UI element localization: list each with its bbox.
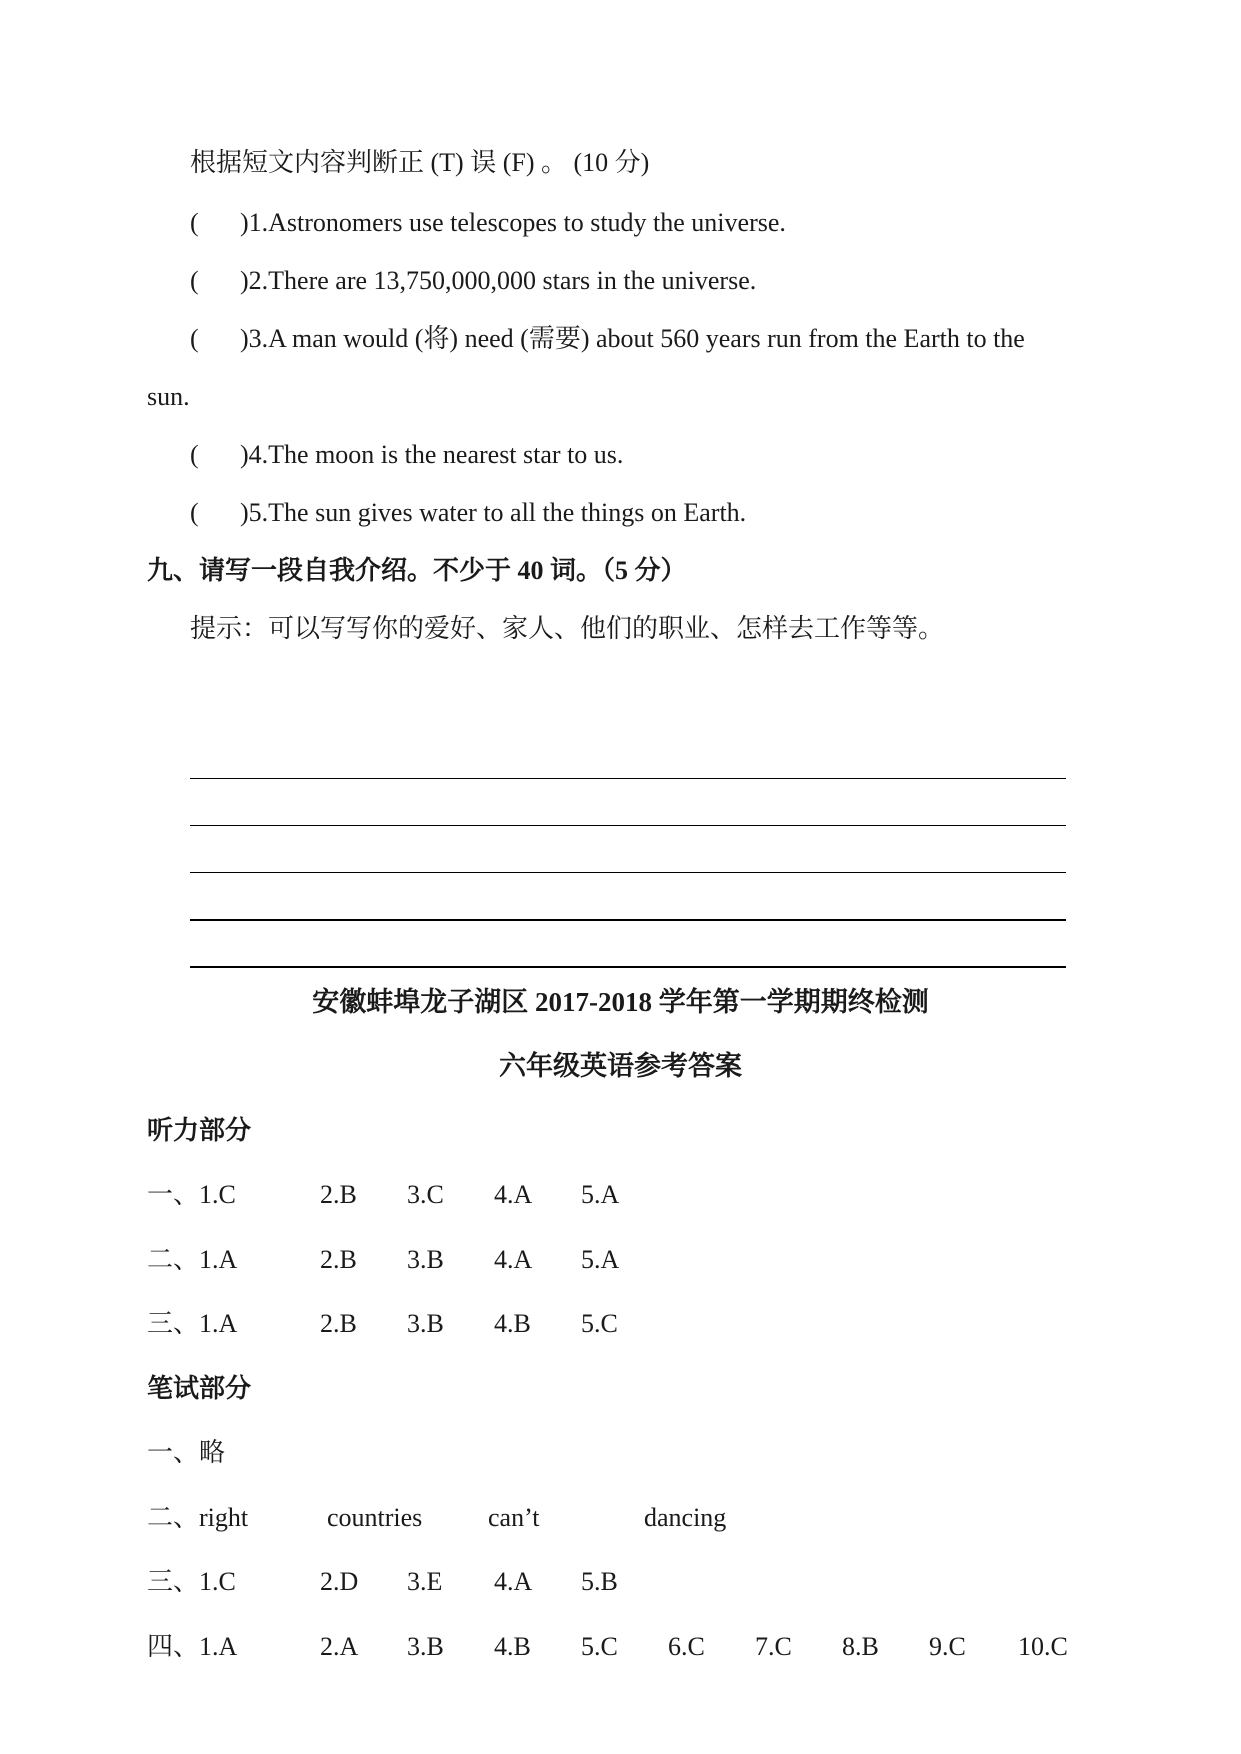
answer-cell: 2.B bbox=[320, 1309, 357, 1338]
answer-cell: 3.E bbox=[407, 1567, 443, 1596]
answer-cell: 4.A bbox=[494, 1245, 533, 1274]
answer-cell: 2.B bbox=[320, 1180, 357, 1209]
answer-cell: 2.D bbox=[320, 1567, 359, 1596]
tf-item-4: )4.The moon is the nearest star to us. bbox=[240, 440, 624, 469]
tf-item-1-paren: ( bbox=[190, 208, 199, 237]
answer-cell: 4.A bbox=[494, 1567, 533, 1596]
answer-cell: 10.C bbox=[1018, 1632, 1068, 1661]
answer-cell: 9.C bbox=[929, 1632, 966, 1661]
instruction-text: 根据短文内容判断正 (T) 误 (F) 。 (10 分) bbox=[190, 148, 650, 177]
tf-item-2: )2.There are 13,750,000,000 stars in the universe. bbox=[240, 266, 757, 295]
writing-row-1: 一、略 bbox=[147, 1438, 226, 1467]
answer-cell: 二、1.A bbox=[147, 1245, 238, 1274]
answer-cell: 3.B bbox=[407, 1309, 444, 1338]
answer-cell: 2.B bbox=[320, 1245, 357, 1274]
answer-cell: 三、1.A bbox=[147, 1309, 238, 1338]
answer-cell: dancing bbox=[644, 1503, 727, 1532]
answer-key-subtitle: 六年级英语参考答案 bbox=[499, 1051, 742, 1081]
tf-item-3-continued: sun. bbox=[147, 382, 190, 411]
answer-cell: 二、right bbox=[147, 1503, 249, 1532]
writing-line-1 bbox=[190, 778, 1066, 779]
tf-item-5: )5.The sun gives water to all the things on Earth. bbox=[240, 498, 747, 527]
answer-key-title: 安徽蚌埠龙子湖区 2017-2018 学年第一学期期终检测 bbox=[312, 987, 929, 1017]
writing-line-2 bbox=[190, 825, 1066, 826]
answer-cell: 6.C bbox=[668, 1632, 705, 1661]
answer-cell: 2.A bbox=[320, 1632, 359, 1661]
answer-cell: can’t bbox=[488, 1503, 540, 1532]
section-9-title: 九、请写一段自我介绍。不少于 40 词。（5 分） bbox=[147, 556, 687, 585]
writing-line-5 bbox=[190, 966, 1066, 968]
answer-cell: 4.A bbox=[494, 1180, 533, 1209]
answer-cell: 4.B bbox=[494, 1632, 531, 1661]
answer-cell: countries bbox=[327, 1503, 423, 1532]
writing-line-4 bbox=[190, 919, 1066, 921]
tf-item-5-paren: ( bbox=[190, 498, 199, 527]
answer-cell: 5.A bbox=[581, 1180, 620, 1209]
answer-cell: 7.C bbox=[755, 1632, 792, 1661]
answer-cell: 3.C bbox=[407, 1180, 444, 1209]
writing-line-3 bbox=[190, 872, 1066, 873]
answer-cell: 四、1.A bbox=[147, 1632, 238, 1661]
tf-item-2-paren: ( bbox=[190, 266, 199, 295]
answer-cell: 5.C bbox=[581, 1632, 618, 1661]
answer-cell: 5.C bbox=[581, 1309, 618, 1338]
answer-cell: 3.B bbox=[407, 1632, 444, 1661]
answer-cell: 3.B bbox=[407, 1245, 444, 1274]
writing-header: 笔试部分 bbox=[147, 1374, 252, 1403]
answer-cell: 8.B bbox=[842, 1632, 879, 1661]
answer-cell: 5.B bbox=[581, 1567, 618, 1596]
tf-item-3: )3.A man would (将) need (需要) about 560 years run from the Earth to the bbox=[240, 324, 1025, 353]
listening-header: 听力部分 bbox=[147, 1116, 252, 1145]
tf-item-3-paren: ( bbox=[190, 324, 199, 353]
answer-cell: 一、1.C bbox=[147, 1180, 236, 1209]
tf-item-4-paren: ( bbox=[190, 440, 199, 469]
answer-cell: 三、1.C bbox=[147, 1567, 236, 1596]
answer-cell: 4.B bbox=[494, 1309, 531, 1338]
answer-cell: 5.A bbox=[581, 1245, 620, 1274]
section-9-hint: 提示：可以写写你的爱好、家人、他们的职业、怎样去工作等等。 bbox=[190, 614, 945, 643]
tf-item-1: )1.Astronomers use telescopes to study the universe. bbox=[240, 208, 786, 237]
